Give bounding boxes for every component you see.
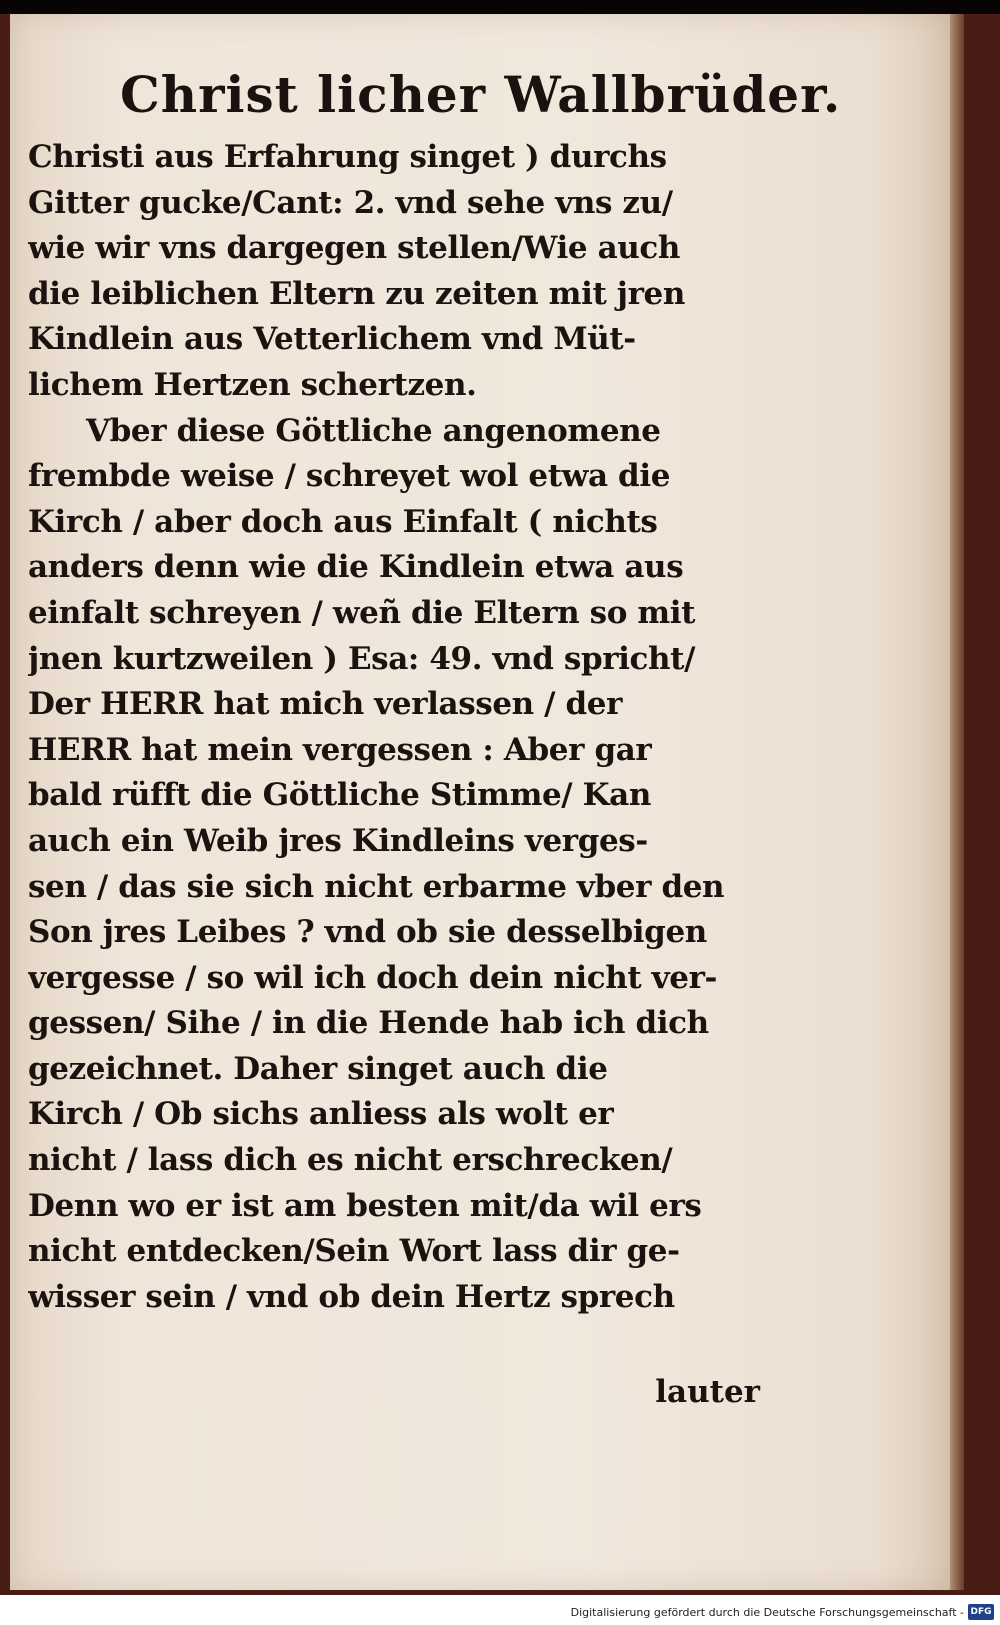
text-line: Son jres Leibes ? vnd ob sie desselbigen [28, 914, 707, 951]
text-line: Der HERR hat mich verlassen / der [28, 686, 623, 723]
text-line: gessen/ Sihe / in die Hende hab ich dich [28, 1005, 709, 1042]
text-line: nicht / lass dich es nicht erschrecken/ [28, 1142, 673, 1179]
running-head: Christ licher Wallbrüder. [120, 65, 842, 124]
text-line: Denn wo er ist am besten mit/da wil ers [28, 1187, 702, 1224]
funding-credit: Digitalisierung gefördert durch die Deutsche Forschungsgemeinschaft - [570, 1606, 964, 1619]
text-line: Kirch / Ob sichs anliess als wolt er [28, 1096, 614, 1133]
text-line: Gitter gucke/Cant: 2. vnd sehe vns zu/ [28, 184, 673, 221]
text-line: vergesse / so wil ich doch dein nicht ver- [28, 959, 717, 996]
text-line: auch ein Weib jres Kindleins verges- [28, 822, 648, 859]
scan-top-edge [0, 0, 1000, 14]
page-edge [950, 14, 964, 1590]
text-line: Kindlein aus Vetterlichem vnd Müt- [28, 321, 636, 358]
text-line: Vber diese Göttliche angenomene [86, 412, 661, 449]
text-line: jnen kurtzweilen ) Esa: 49. vnd spricht/ [28, 640, 695, 677]
text-line: wisser sein / vnd ob dein Hertz sprech [28, 1278, 675, 1315]
text-line: frembde weise / schreyet wol etwa die [28, 458, 671, 495]
text-line: gezeichnet. Daher singet auch die [28, 1050, 608, 1087]
text-line: einfalt schreyen / weñ die Eltern so mit [28, 594, 696, 631]
text-line: bald rüfft die Göttliche Stimme/ Kan [28, 777, 651, 814]
text-line: anders denn wie die Kindlein etwa aus [28, 549, 684, 586]
catchword: lauter [655, 1374, 760, 1410]
text-line: nicht entdecken/Sein Wort lass dir ge- [28, 1233, 680, 1270]
text-line: sen / das sie sich nicht erbarme vber den [28, 868, 725, 905]
text-line: die leiblichen Eltern zu zeiten mit jren [28, 275, 685, 312]
text-line: Christi aus Erfahrung singet ) durchs [28, 139, 667, 175]
dfg-logo: DFG [968, 1604, 994, 1620]
body-text [28, 135, 768, 1320]
text-line: Kirch / aber doch aus Einfalt ( nichts [28, 503, 658, 540]
text-line: lichem Hertzen schertzen. [28, 366, 477, 403]
text-line: wie wir vns dargegen stellen/Wie auch [28, 230, 681, 267]
text-line: HERR hat mein vergessen : Aber gar [28, 731, 652, 768]
